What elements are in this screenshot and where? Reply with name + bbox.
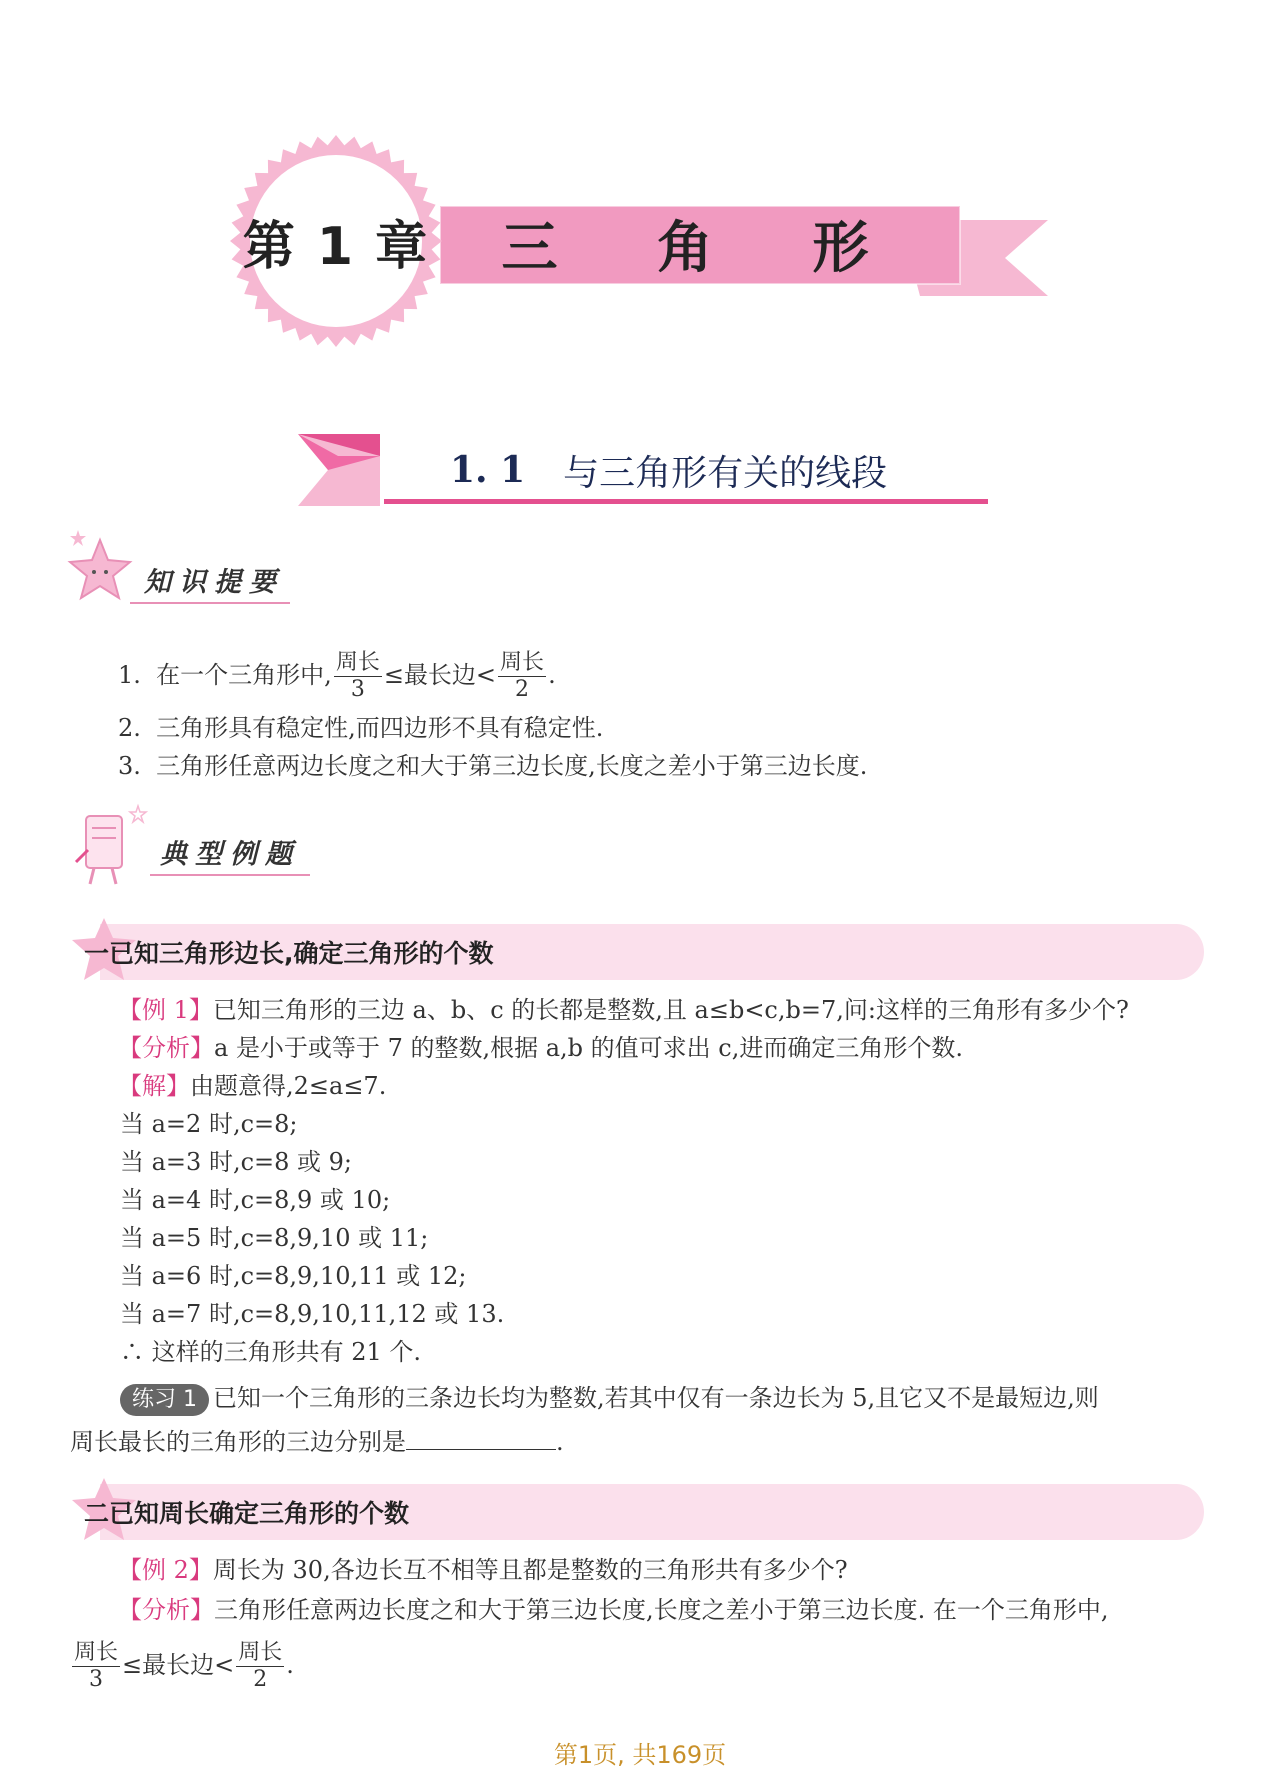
fraction: $\frac{\text{周长}}{3}$ [74, 1640, 119, 1692]
chapter-label: 第 1 章 [242, 216, 430, 277]
practice-1-line-1: 练习 1 已知一个三角形的三条边长均为整数,若其中仅有一条边长为 5,且它又不是最短边,则 [120, 1380, 1099, 1416]
section-heading [450, 442, 887, 498]
case-line: 当 a=7 时,c=8,9,10,11,12 或 13. [120, 1300, 505, 1328]
practice-1-line-2: 周长最长的三角形的三边分别是 . [70, 1424, 564, 1460]
section-number: 1. 1 [450, 449, 526, 491]
solution-1-tag: 【解】 [118, 1072, 190, 1100]
conclusion-1: ∴ 这样的三角形共有 21 个. [120, 1338, 422, 1366]
analysis-2: 【分析】三角形任意两边长度之和大于第三边长度,长度之差小于第三边长度. 在一个三角形中, [118, 1596, 1109, 1624]
topic-1-number: 一 [84, 939, 110, 968]
formula-2: $\frac{\text{周长}}{3}$ ≤最长边< $\frac{\text{周长}}{2}$ . [74, 1640, 294, 1692]
example-2: 【例 2】周长为 30,各边长互不相等且都是整数的三角形共有多少个? [118, 1556, 848, 1584]
examples-heading: 典型例题 [160, 839, 300, 870]
topic-2-number: 二 [84, 1499, 110, 1528]
star-doodle-icon [66, 530, 134, 608]
analysis-1: 【分析】a 是小于或等于 7 的整数,根据 a,b 的值可求出 c,进而确定三角形个数. [118, 1034, 963, 1062]
example-2-tag: 【例 2】 [118, 1556, 213, 1584]
knowledge-item-1: 1. 在一个三角形中, $\frac{\text{周长}}{3}$ ≤最长边< $\frac{\text{周长}}{2}$ . [118, 650, 556, 702]
chapter-title: 三 角 形 [501, 216, 909, 281]
fraction: $\frac{\text{周长}}{3}$ [335, 650, 380, 702]
knowledge-heading-underline [130, 602, 290, 604]
topic-1-title: 一已知三角形边长,确定三角形的个数 [84, 939, 494, 968]
example-1: 【例 1】已知三角形的三边 a、b、c 的长都是整数,且 a≤b<c,b=7,问:这样的三角形有多少个? [118, 996, 1129, 1024]
analysis-2-tag: 【分析】 [118, 1596, 214, 1624]
pencil-doodle-icon [68, 802, 152, 892]
section-title: 与三角形有关的线段 [563, 452, 888, 494]
analysis-1-tag: 【分析】 [118, 1034, 214, 1062]
answer-blank [406, 1425, 556, 1450]
topic-2-title: 二已知周长确定三角形的个数 [84, 1499, 410, 1528]
case-line: 当 a=2 时,c=8; [120, 1110, 298, 1138]
example-1-tag: 【例 1】 [118, 996, 213, 1024]
knowledge-item-3: 3. 三角形任意两边长度之和大于第三边长度,长度之差小于第三边长度. [118, 752, 868, 780]
fraction: $\frac{\text{周长}}{2}$ [238, 1640, 283, 1692]
case-line: 当 a=5 时,c=8,9,10 或 11; [120, 1224, 429, 1252]
examples-heading-underline [150, 874, 310, 876]
case-line: 当 a=6 时,c=8,9,10,11 或 12; [120, 1262, 467, 1290]
fraction: $\frac{\text{周长}}{2}$ [500, 650, 545, 702]
knowledge-heading: 知识提要 [144, 567, 284, 598]
page-indicator: 第1页, 共169页 [553, 1741, 727, 1769]
case-line: 当 a=3 时,c=8 或 9; [120, 1148, 353, 1176]
solution-1: 【解】由题意得,2≤a≤7. [118, 1072, 387, 1100]
case-line: 当 a=4 时,c=8,9 或 10; [120, 1186, 391, 1214]
knowledge-item-2: 2. 三角形具有稳定性,而四边形不具有稳定性. [118, 714, 604, 742]
section-underline [384, 499, 988, 504]
section-flag-icon [298, 434, 380, 506]
practice-1-badge: 练习 1 [120, 1384, 209, 1416]
